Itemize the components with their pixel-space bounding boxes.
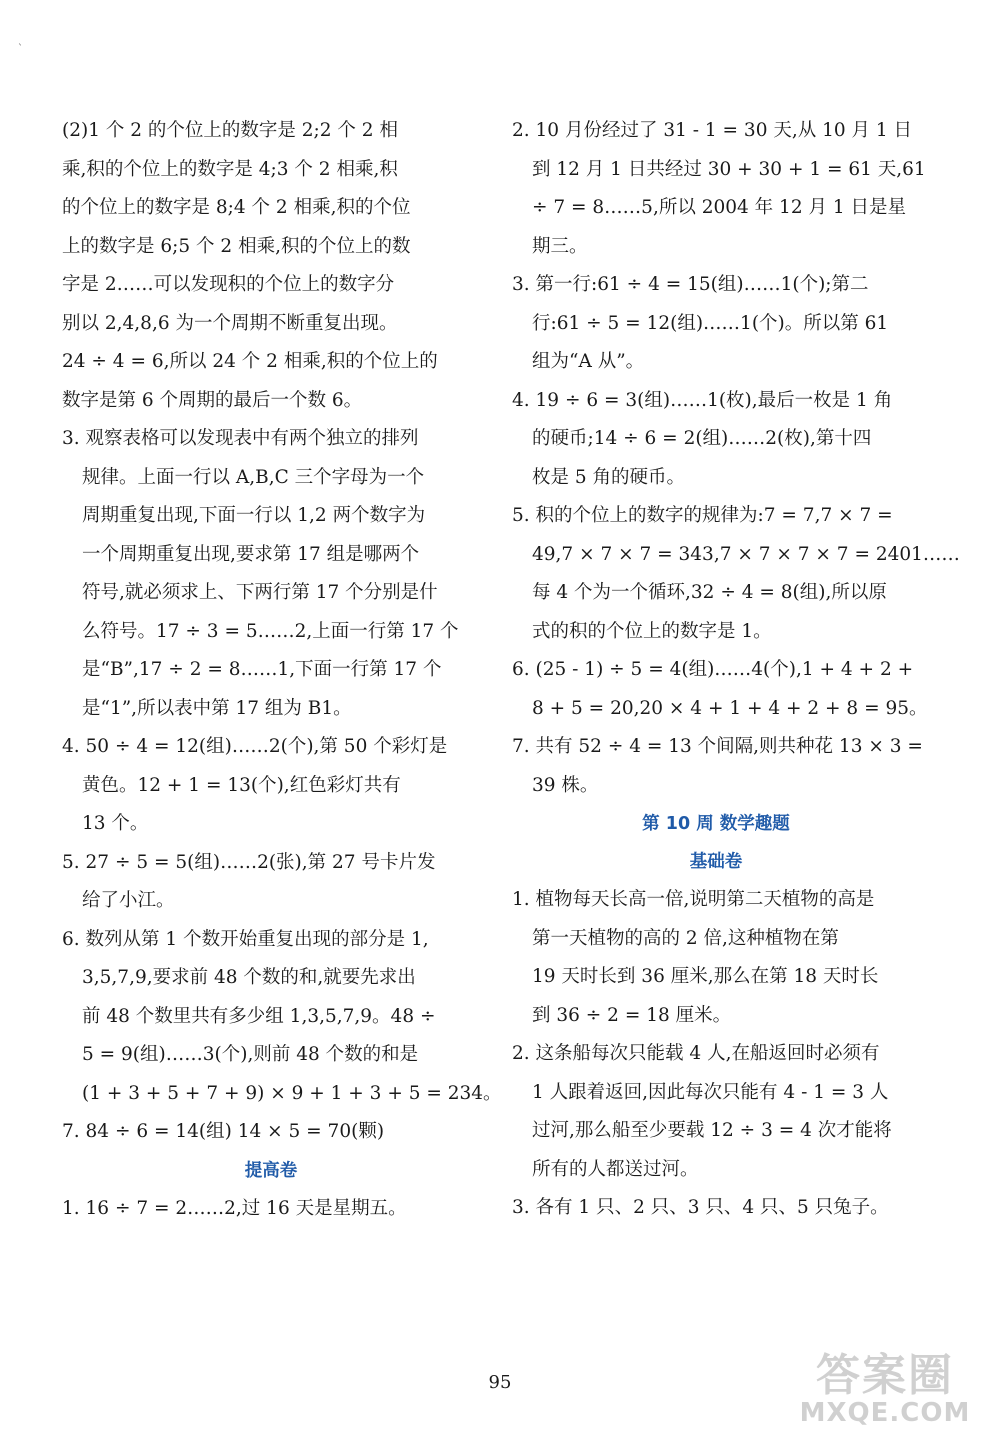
- answer-line: 39 株。: [532, 774, 599, 796]
- answer-line: 的个位上的数字是 8;4 个 2 相乘,积的个位: [62, 197, 411, 218]
- answer-item: [62, 921, 502, 1114]
- answer-line: 2. 这条船每次只能载 4 人,在船返回时必须有: [512, 1043, 880, 1064]
- answer-item: [512, 1189, 920, 1228]
- answer-line: 到 36 ÷ 2 = 18 厘米。: [532, 1004, 732, 1026]
- answer-line: 的硬币;14 ÷ 6 = 2(组)……2(枚),第十四: [532, 428, 872, 449]
- answer-line: 5. 积的个位上的数字的规律为:7 = 7,7 × 7 =: [512, 505, 893, 526]
- answer-line: 么符号。17 ÷ 3 = 5……2,上面一行第 17 个: [82, 620, 459, 642]
- answer-line: 规律。上面一行以 A,B,C 三个字母为一个: [82, 466, 425, 488]
- answer-line: 7. 84 ÷ 6 = 14(组) 14 × 5 = 70(颗): [62, 1121, 385, 1142]
- watermark-logo: [790, 1350, 980, 1433]
- answer-line: 24 ÷ 4 = 6,所以 24 个 2 相乘,积的个位上的: [62, 351, 438, 372]
- answer-line: 3. 各有 1 只、2 只、3 只、4 只、5 只兔子。: [512, 1197, 889, 1218]
- page-number: 95: [488, 1372, 512, 1393]
- answer-line: 前 48 个数里共有多少组 1,3,5,7,9。48 ÷: [82, 1005, 436, 1027]
- answer-line: 期三。: [532, 235, 588, 257]
- answer-item: [62, 112, 480, 420]
- answer-line: 数字是第 6 个周期的最后一个数 6。: [62, 389, 363, 411]
- answer-item: [512, 881, 920, 1035]
- answer-line: 7. 共有 52 ÷ 4 = 13 个间隔,则共种花 13 × 3 =: [512, 736, 923, 757]
- answer-line: 1. 16 ÷ 7 = 2……2,过 16 天是星期五。: [62, 1197, 407, 1219]
- answer-line: 给了小江。: [82, 890, 175, 911]
- answer-line: 是“B”,17 ÷ 2 = 8……1,下面一行第 17 个: [82, 659, 442, 680]
- answer-item: [512, 382, 920, 498]
- answer-line: 4. 19 ÷ 6 = 3(组)……1(枚),最后一枚是 1 角: [512, 389, 893, 411]
- answer-line: 组为“A 从”。: [532, 351, 645, 372]
- answer-line: 13 个。: [82, 813, 149, 834]
- answer-line: 1. 植物每天长高一倍,说明第二天植物的高是: [512, 889, 875, 910]
- answer-line: 6. (25 - 1) ÷ 5 = 4(组)……4(个),1 + 4 + 2 +: [512, 659, 914, 680]
- answer-line: 乘,积的个位上的数字是 4;3 个 2 相乘,积: [62, 158, 398, 180]
- answer-line: 2. 10 月份经过了 31 - 1 = 30 天,从 10 月 1 日: [512, 120, 913, 141]
- answer-line: 第一天植物的高的 2 倍,这种植物在第: [532, 927, 839, 949]
- answer-item: [62, 420, 480, 728]
- answer-line: 是“1”,所以表中第 17 组为 B1。: [82, 697, 352, 719]
- answer-line: (2)1 个 2 的个位上的数字是 2;2 个 2 相: [62, 120, 398, 141]
- watermark-bottom-text: MXQE.COM: [799, 1398, 971, 1428]
- answer-line: 过河,那么船至少要载 12 ÷ 3 = 4 次才能将: [532, 1120, 892, 1141]
- section-heading: 第 10 周 数学趣题: [642, 814, 790, 834]
- answer-line: 8 + 5 = 20,20 × 4 + 1 + 4 + 2 + 8 = 95。: [532, 697, 928, 719]
- answer-item: [62, 728, 480, 844]
- answer-line: 5. 27 ÷ 5 = 5(组)……2(张),第 27 号卡片发: [62, 851, 436, 873]
- answer-line: 到 12 月 1 日共经过 30 + 30 + 1 = 61 天,61: [532, 158, 926, 180]
- answer-item: [512, 497, 960, 651]
- answer-line: 4. 50 ÷ 4 = 12(组)……2(个),第 50 个彩灯是: [62, 736, 448, 757]
- answer-line: 49,7 × 7 × 7 = 343,7 × 7 × 7 × 7 = 2401……: [532, 543, 960, 565]
- answer-item: [512, 728, 923, 805]
- right-column: [512, 112, 960, 1228]
- answer-line: 字是 2……可以发现积的个位上的数字分: [62, 274, 395, 295]
- answer-line: 式的积的个位上的数字是 1。: [532, 620, 772, 642]
- corner-mark: `: [18, 44, 23, 55]
- answer-line: ÷ 7 = 8……5,所以 2004 年 12 月 1 日是星: [532, 197, 907, 218]
- answer-line: 3. 第一行:61 ÷ 4 = 15(组)……1(个);第二: [512, 274, 869, 295]
- answer-item: [512, 266, 920, 382]
- answer-item: [512, 112, 926, 266]
- answer-line: 枚是 5 角的硬币。: [532, 466, 686, 488]
- section-heading: 基础卷: [689, 852, 743, 872]
- answer-line: 5 = 9(组)……3(个),则前 48 个数的和是: [82, 1044, 419, 1065]
- watermark-top-text: 答案圈: [816, 1350, 954, 1401]
- left-column: [62, 112, 502, 1228]
- answer-line: 上的数字是 6;5 个 2 相乘,积的个位上的数: [62, 235, 411, 257]
- answer-item: [62, 844, 480, 921]
- answer-line: 别以 2,4,8,6 为一个周期不断重复出现。: [62, 312, 398, 334]
- answer-line: 每 4 个为一个循环,32 ÷ 4 = 8(组),所以原: [532, 582, 887, 603]
- answer-line: 6. 数列从第 1 个数开始重复出现的部分是 1,: [62, 928, 429, 950]
- answer-line: 周期重复出现,下面一行以 1,2 两个数字为: [82, 505, 426, 526]
- answer-line: 行:61 ÷ 5 = 12(组)……1(个)。所以第 61: [532, 312, 889, 334]
- answer-item: [512, 651, 928, 728]
- answer-item: [62, 1190, 480, 1229]
- answer-line: 3. 观察表格可以发现表中有两个独立的排列: [62, 428, 419, 449]
- answer-line: 19 天时长到 36 厘米,那么在第 18 天时长: [532, 966, 879, 987]
- answer-line: 黄色。12 + 1 = 13(个),红色彩灯共有: [82, 774, 401, 796]
- answer-line: (1 + 3 + 5 + 7 + 9) × 9 + 1 + 3 + 5 = 234。: [82, 1082, 502, 1104]
- section-heading: 提高卷: [244, 1160, 298, 1181]
- answer-item: [512, 1035, 920, 1189]
- answer-line: 1 人跟着返回,因此每次只能有 4 - 1 = 3 人: [532, 1081, 889, 1103]
- answer-item: [62, 1113, 480, 1152]
- answer-line: 一个周期重复出现,要求第 17 组是哪两个: [82, 543, 420, 565]
- answer-line: 所有的人都送过河。: [532, 1158, 699, 1180]
- answer-line: 符号,就必须求上、下两行第 17 个分别是什: [82, 582, 438, 603]
- answer-line: 3,5,7,9,要求前 48 个数的和,就要先求出: [82, 967, 416, 988]
